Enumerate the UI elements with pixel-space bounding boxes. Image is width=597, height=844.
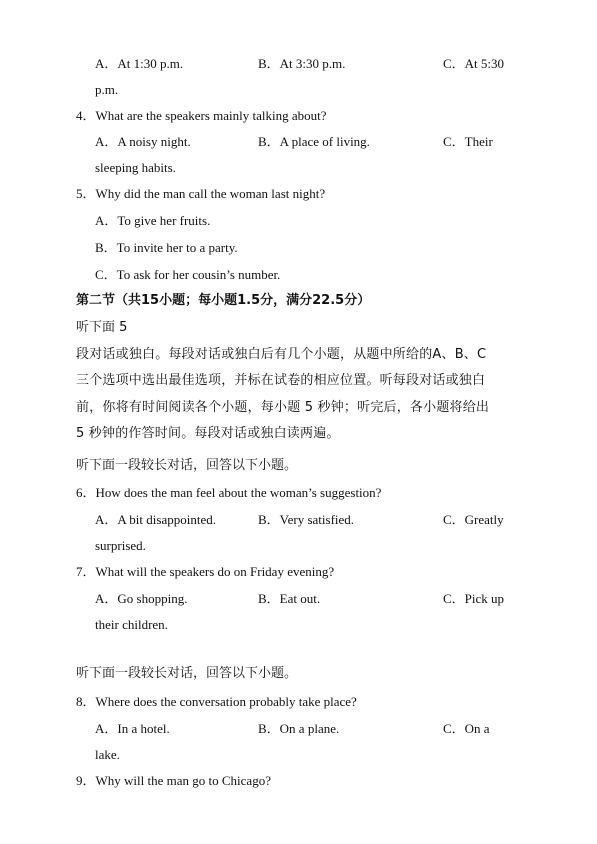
q4-option-a: A．A noisy night.	[95, 134, 191, 149]
q6-option-b: B．Very satisfied.	[258, 512, 355, 527]
q6-option-a: A．A bit disappointed.	[95, 512, 216, 527]
q5-option-a: A．To give her fruits.	[95, 213, 211, 228]
q7-option-c-continued: their children.	[95, 617, 168, 632]
q3-option-b: B．At 3:30 p.m.	[258, 56, 346, 71]
instructions-line: 5 秒钟的作答时间。每段对话或独白读两遍。	[76, 425, 340, 441]
q6-option-c: C．Greatly	[443, 512, 504, 527]
instructions-line: 前，你将有时间阅读各个小题，每小题 5 秒钟；听完后，各小题将给出	[76, 399, 490, 415]
q8-option-a: A．In a hotel.	[95, 721, 170, 736]
section-heading: 第二节（共15小题；每小题1.5分，满分22.5分）	[76, 293, 371, 308]
q6-question: 6．How does the man feel about the woman’s suggestion?	[76, 485, 382, 500]
instructions-line: 段对话或独白。每段对话或独白后有几个小题，从题中所给的A、B、C	[76, 347, 487, 362]
instructions-line: 三个选项中选出最佳选项，并标在试卷的相应位置。听每段对话或独白	[76, 373, 486, 389]
section-lead: 听下面 5	[76, 320, 128, 335]
q3-option-a: A．At 1:30 p.m.	[95, 56, 184, 71]
q4-option-b: B．A place of living.	[258, 134, 370, 149]
q3-option-c: C．At 5:30	[443, 56, 505, 71]
q4-question: 4．What are the speakers mainly talking about?	[76, 108, 327, 123]
q5-option-b: B．To invite her to a party.	[95, 240, 238, 255]
q7-question: 7．What will the speakers do on Friday evening?	[76, 564, 335, 579]
q4-option-c-continued: sleeping habits.	[95, 160, 176, 175]
q8-option-b: B．On a plane.	[258, 721, 340, 736]
listen-instruction-1: 听下面一段较长对话，回答以下小题。	[76, 458, 298, 473]
q7-option-b: B．Eat out.	[258, 591, 321, 606]
q8-question: 8．Where does the conversation probably take place?	[76, 694, 357, 709]
q6-option-c-continued: surprised.	[95, 538, 146, 553]
q7-option-c: C．Pick up	[443, 591, 505, 606]
q7-option-a: A．Go shopping.	[95, 591, 188, 606]
q8-option-c: C．On a	[443, 721, 490, 736]
q5-option-c: C．To ask for her cousin’s number.	[95, 267, 281, 282]
q8-option-c-continued: lake.	[95, 747, 120, 762]
q9-question: 9．Why will the man go to Chicago?	[76, 773, 271, 788]
q5-question: 5．Why did the man call the woman last night?	[76, 186, 326, 201]
listen-instruction-2: 听下面一段较长对话，回答以下小题。	[76, 666, 298, 681]
instructions-paragraph	[76, 342, 522, 447]
q3-option-c-continued: p.m.	[95, 82, 119, 97]
q4-option-c: C．Their	[443, 134, 493, 149]
